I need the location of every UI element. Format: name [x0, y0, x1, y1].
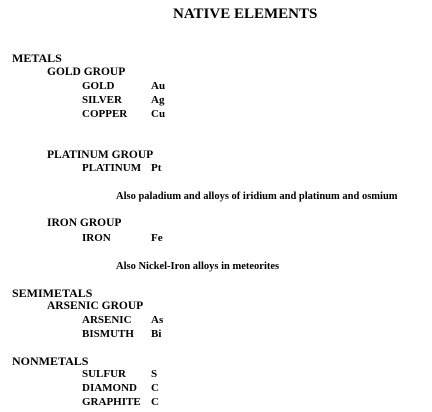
element-name: SILVER — [82, 94, 122, 106]
group-heading-platinum: PLATINUM GROUP — [47, 149, 154, 161]
element-symbol: Fe — [151, 232, 163, 244]
group-heading-arsenic: ARSENIC GROUP — [47, 300, 144, 312]
element-symbol: As — [151, 314, 164, 326]
element-name: IRON — [82, 232, 111, 244]
element-name: GRAPHITE — [82, 396, 141, 408]
group-heading-gold: GOLD GROUP — [47, 66, 126, 78]
element-name: BISMUTH — [82, 328, 134, 340]
platinum-group-note: Also paladium and alloys of iridium and platinum and osmium — [116, 191, 398, 202]
element-name: GOLD — [82, 80, 115, 92]
element-symbol: Cu — [151, 108, 166, 120]
element-symbol: C — [151, 382, 159, 394]
section-heading-nonmetals: NONMETALS — [12, 354, 89, 368]
element-name: SULFUR — [82, 368, 127, 380]
element-symbol: Pt — [151, 162, 162, 174]
iron-group-note: Also Nickel-Iron alloys in meteorites — [116, 261, 280, 272]
element-symbol: Au — [151, 80, 166, 92]
section-heading-semimetals: SEMIMETALS — [12, 286, 93, 300]
element-name: ARSENIC — [82, 314, 132, 326]
element-symbol: S — [151, 368, 158, 380]
page-title: NATIVE ELEMENTS — [173, 6, 318, 22]
element-name: COPPER — [82, 108, 128, 120]
element-name: DIAMOND — [82, 382, 137, 394]
section-heading-metals: METALS — [12, 51, 62, 65]
element-name: PLATINUM — [82, 162, 142, 174]
element-symbol: Ag — [151, 94, 165, 106]
element-symbol: C — [151, 396, 159, 408]
element-symbol: Bi — [151, 328, 162, 340]
group-heading-iron: IRON GROUP — [47, 217, 122, 229]
